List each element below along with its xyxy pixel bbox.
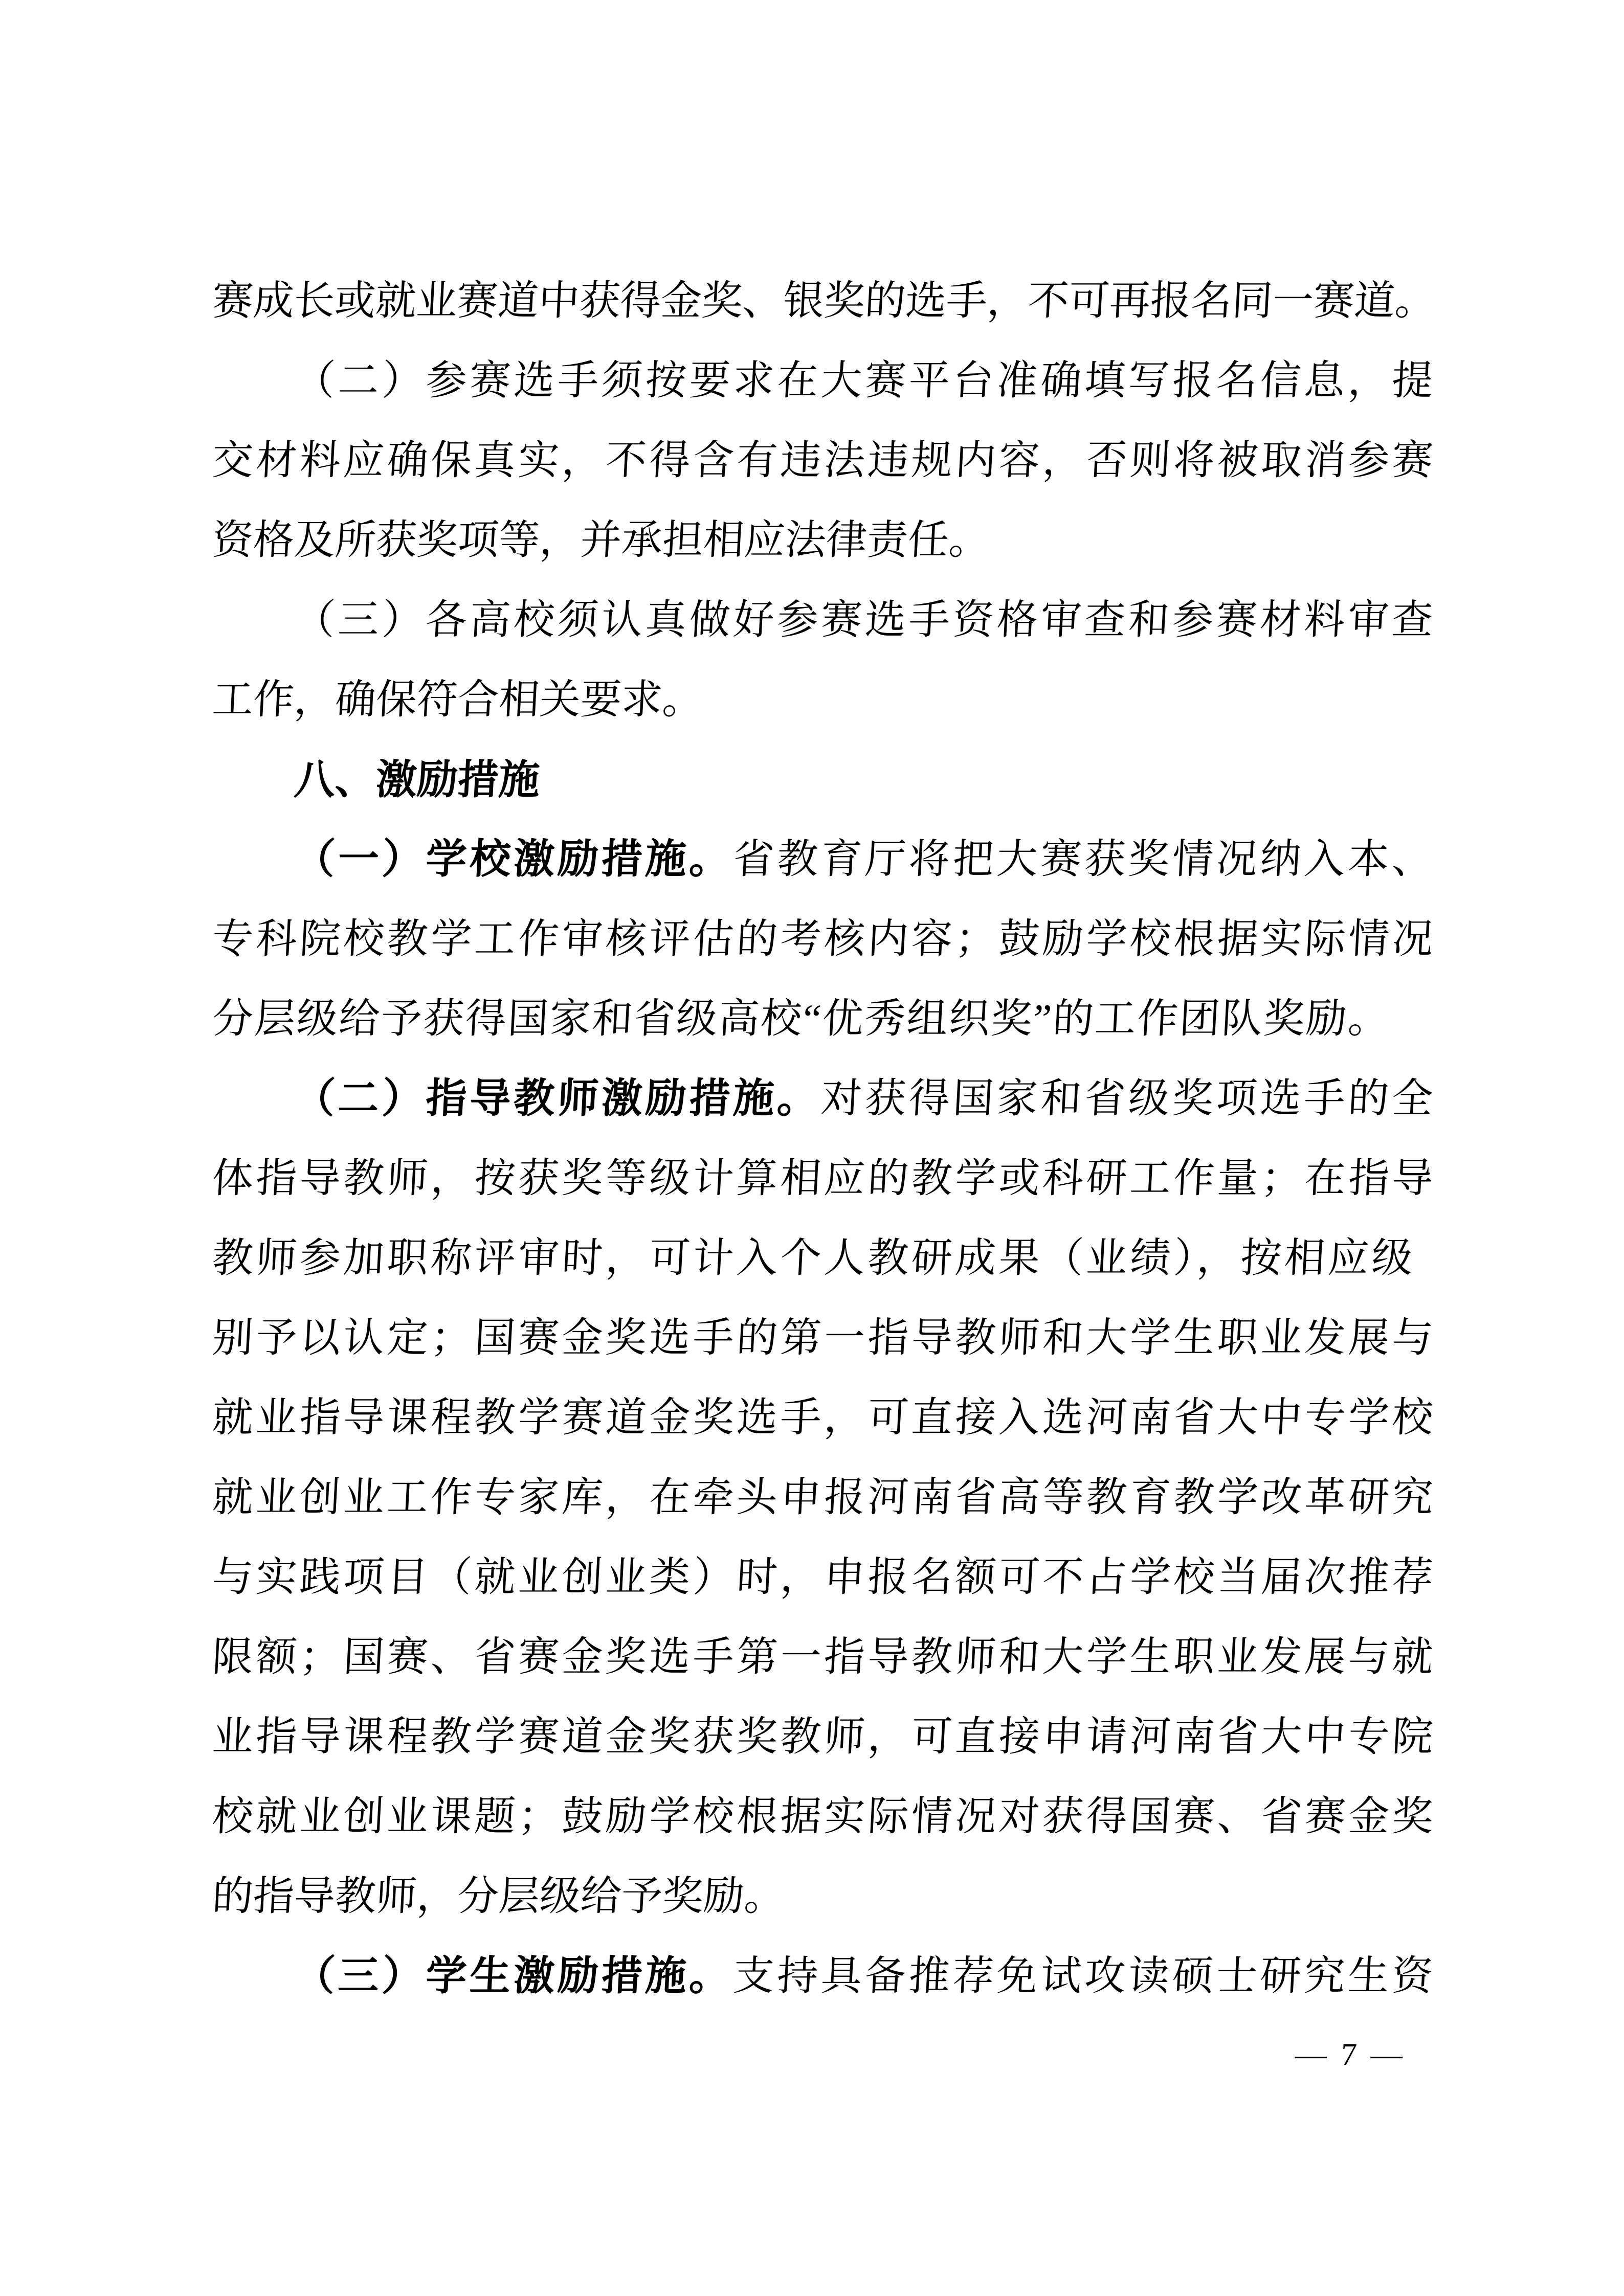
text-line [210,820,1438,899]
text-line [210,979,1438,1059]
text-line [210,580,1438,660]
text-line [210,1937,1438,2016]
text-line [210,899,1438,979]
body-text: 资格及所获奖项等，并承担相应法律责任。 [211,518,991,563]
text-line [210,1458,1438,1538]
body-text: 就业指导课程教学赛道金奖选手，可直接入选河南省大中专学校 [211,1395,1437,1440]
body-text: 体指导教师，按获奖等级计算相应的教学或科研工作量；在指导 [211,1156,1437,1201]
lead-in-text: （一）学校激励措施。 [293,837,735,882]
lead-in-text: （二）指导教师激励措施。 [293,1076,822,1121]
body-text: （二）参赛选手须按要求在大赛平台准确填写报名信息，提 [293,358,1437,403]
text-line [210,1059,1438,1139]
text-line [210,1857,1438,1937]
body-text: 分层级给予获得国家和省级高校“优秀组织奖”的工作团队奖励。 [211,997,1392,1042]
body-text: （三）各高校须认真做好参赛选手资格审查和参赛材料审查 [293,598,1437,643]
text-line [210,1378,1438,1458]
body-text: 限额；国赛、省赛金奖选手第一指导教师和大学生职业发展与就 [211,1635,1437,1680]
body-text: 赛成长或就业赛道中获得金奖、银奖的选手，不可再报名同一赛道。 [211,279,1437,324]
text-line [210,261,1438,341]
page-number: — 7 — [1294,2037,1407,2072]
text-line [210,1139,1438,1219]
heading-text: 八、激励措施 [293,757,541,802]
body-text: 专科院校教学工作审核评估的考核内容；鼓励学校根据实际情况 [211,917,1437,962]
section-heading [210,740,1438,820]
text-line [210,501,1438,580]
text-line [210,1777,1438,1857]
text-line [210,341,1438,421]
text-line [210,1617,1438,1697]
body-text: 业指导课程教学赛道金奖获奖教师，可直接申请河南省大中专院 [211,1715,1437,1760]
body-text: 交材料应确保真实，不得含有违法违规内容，否则将被取消参赛 [211,438,1437,483]
body-text: 就业创业工作专家库，在牵头申报河南省高等教育教学改革研究 [211,1475,1437,1520]
text-line [210,1219,1438,1298]
body-text: 别予以认定；国赛金奖选手的第一指导教师和大学生职业发展与 [211,1316,1437,1361]
document-body [212,261,1436,2016]
text-line [210,421,1438,501]
body-text: 与实践项目（就业创业类）时，申报名额可不占学校当届次推荐 [211,1555,1437,1600]
body-text: 对获得国家和省级奖项选手的全 [819,1076,1437,1121]
text-line [210,1538,1438,1617]
body-text: 教师参加职称评审时，可计入个人教研成果（业绩），按相应级 [211,1236,1417,1281]
body-text: 省教育厅将把大赛获奖情况纳入本、 [732,837,1437,882]
body-text: 工作，确保符合相关要求。 [211,678,705,723]
text-line [210,660,1438,740]
body-text: 校就业创业课题；鼓励学校根据实际情况对获得国赛、省赛金奖 [211,1794,1437,1839]
text-line [210,1697,1438,1777]
body-text: 的指导教师，分层级给予奖励。 [211,1874,787,1919]
body-text: 支持具备推荐免试攻读硕士研究生资 [732,1954,1437,1999]
text-line [210,1298,1438,1378]
lead-in-text: （三）学生激励措施。 [293,1954,735,1999]
